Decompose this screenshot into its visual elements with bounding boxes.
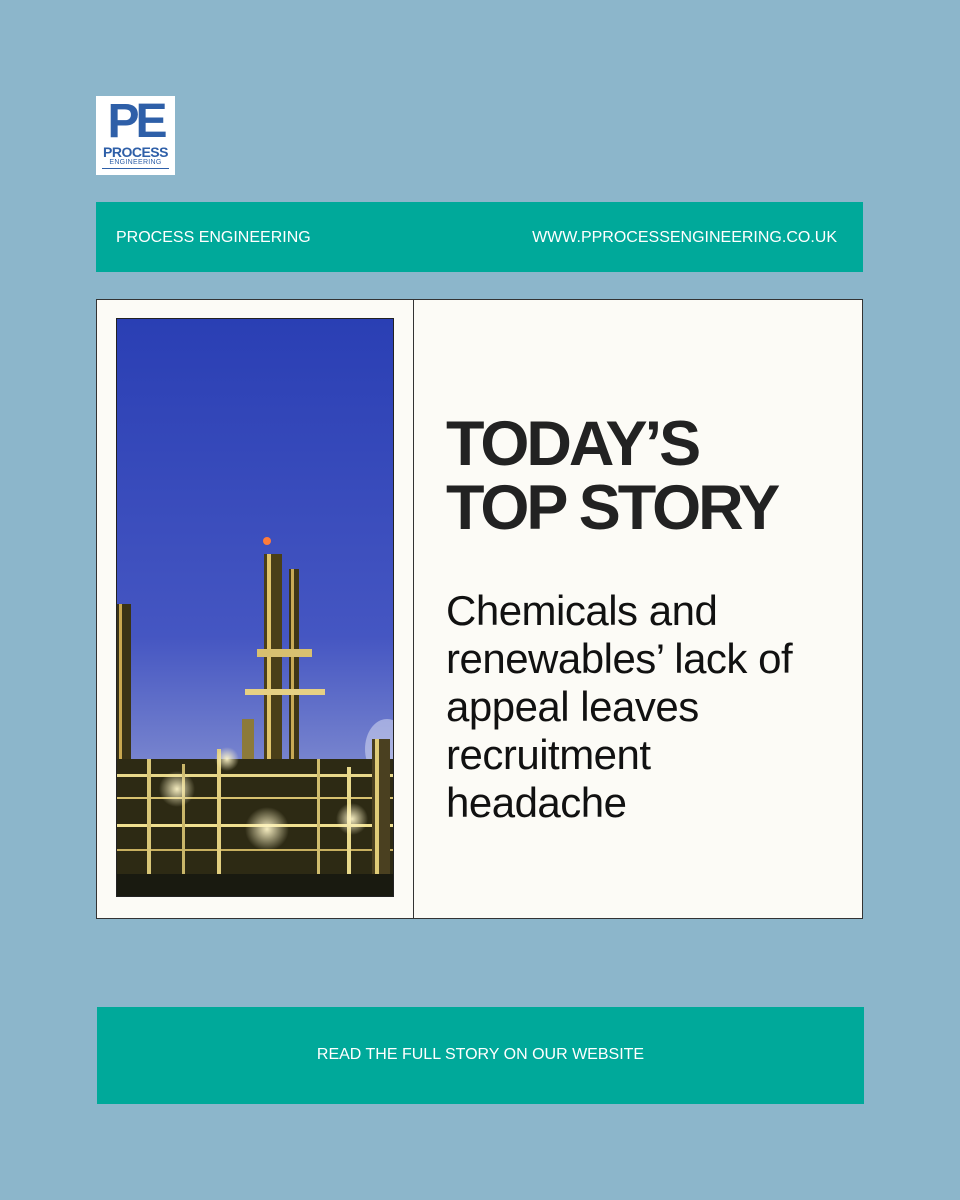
headline-line: TODAY’S <box>446 409 699 479</box>
logo-rule <box>102 168 169 169</box>
logo-line-2: ENGINEERING <box>109 159 162 166</box>
story-line: Chemicals and <box>446 587 718 634</box>
logo-line-1: PROCESS <box>103 144 168 160</box>
process-engineering-logo <box>96 96 175 175</box>
cta-label: READ THE FULL STORY ON OUR WEBSITE <box>316 1046 645 1063</box>
story-line: appeal leaves <box>446 683 699 730</box>
refinery-photo <box>116 318 394 897</box>
header-bar <box>96 202 863 272</box>
story-title <box>446 587 846 827</box>
story-line: headache <box>446 779 627 826</box>
card-divider <box>413 300 414 918</box>
read-full-story-button[interactable] <box>97 1007 864 1104</box>
refinery-illustration <box>117 319 393 896</box>
headline-line: TOP STORY <box>446 473 778 543</box>
brand-name: PROCESS ENGINEERING <box>116 229 311 246</box>
story-line: recruitment <box>446 731 651 778</box>
top-story-card <box>96 299 863 919</box>
headline <box>446 409 846 543</box>
logo-mark: PE <box>107 95 164 148</box>
website-url: WWW.PPROCESSENGINEERING.CO.UK <box>532 229 837 246</box>
story-line: renewables’ lack of <box>446 635 793 682</box>
